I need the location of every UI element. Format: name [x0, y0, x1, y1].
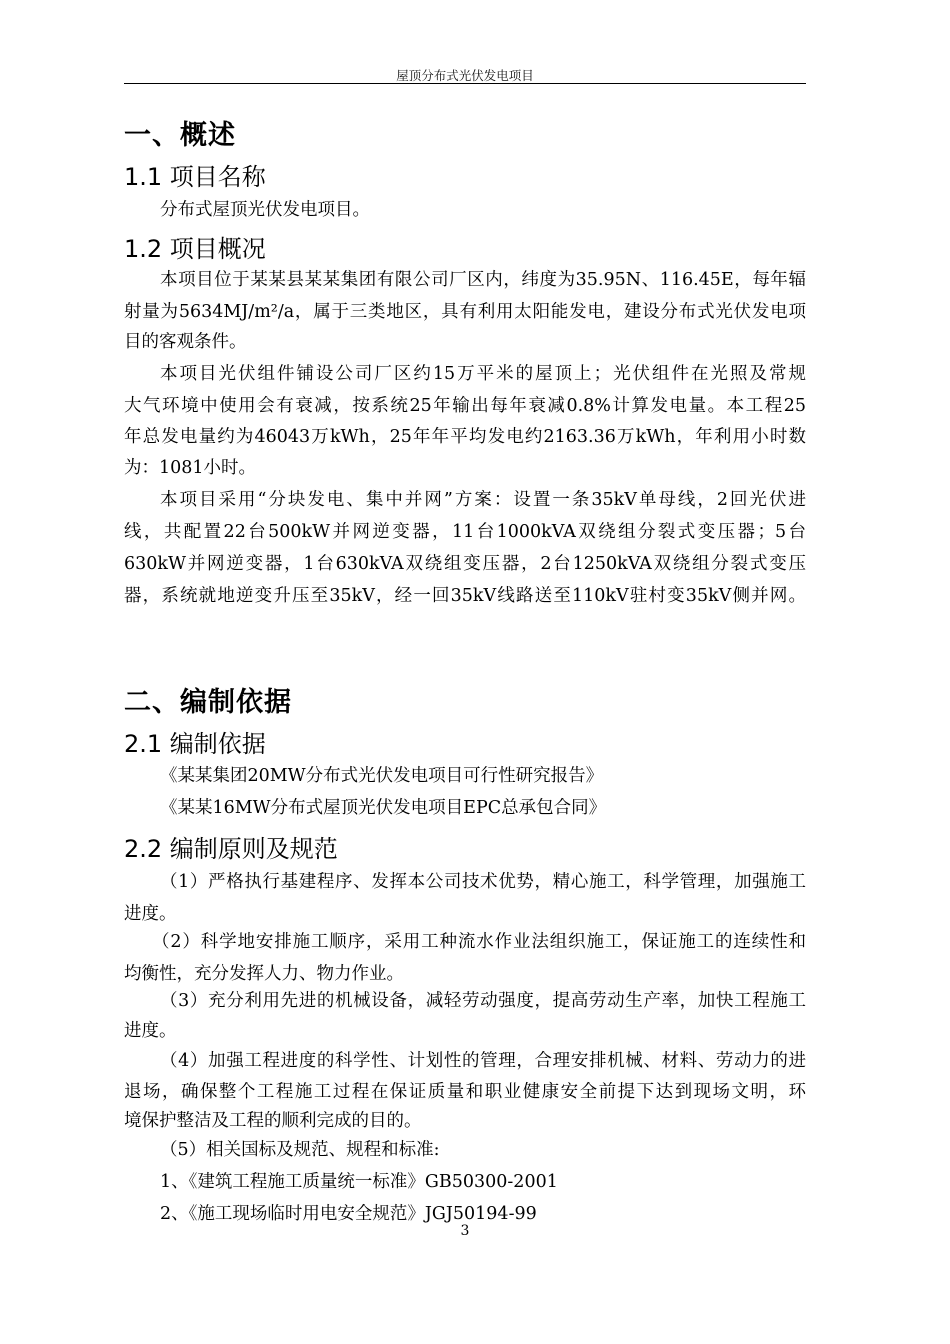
header-rule	[124, 83, 806, 84]
paragraph-line: 境保护整洁及工程的顺利完成的目的。	[124, 1111, 422, 1131]
section-1-title: 一、概述	[124, 120, 236, 151]
paragraph-line: 器，系统就地逆变升压至35kV，经一回35kV线路送至110kV驻村变35kV侧并网。	[124, 586, 806, 606]
paragraph-line: 本项目光伏组件铺设公司厂区约15万平米的屋顶上；光伏组件在光照及常规	[160, 364, 806, 384]
paragraph-line: 线，共配置22台500kW并网逆变器，11台1000kVA双绕组分裂式变压器；5台	[124, 522, 806, 542]
paragraph-line: 本项目采用“分块发电、集中并网”方案：设置一条35kV单母线，2回光伏进	[160, 490, 806, 510]
paragraph-line: 射量为5634MJ/m²/a，属于三类地区，具有利用太阳能发电，建设分布式光伏发电项	[124, 302, 806, 322]
subsection-2-2-title: 2.2 编制原则及规范	[124, 835, 338, 863]
page-number: 3	[460, 1223, 470, 1239]
running-header: 屋顶分布式光伏发电项目	[396, 68, 534, 83]
paragraph-line: 退场，确保整个工程施工过程在保证质量和职业健康安全前提下达到现场文明，环	[124, 1082, 806, 1102]
paragraph-line: （2）科学地安排施工顺序，采用工种流水作业法组织施工，保证施工的连续性和	[152, 932, 806, 952]
standard-item: 1、《建筑工程施工质量统一标准》GB50300-2001	[160, 1172, 558, 1192]
subsection-2-1-title: 2.1 编制依据	[124, 730, 266, 758]
paragraph-line: 进度。	[124, 1021, 177, 1041]
paragraph-line: （3）充分利用先进的机械设备，减轻劳动强度，提高劳动生产率，加快工程施工	[160, 991, 806, 1011]
section-2-title: 二、编制依据	[124, 687, 292, 718]
reference-line: 《某某集团20MW分布式光伏发电项目可行性研究报告》	[160, 766, 604, 786]
paragraph-line: 目的客观条件。	[124, 332, 247, 352]
reference-line: 《某某16MW分布式屋顶光伏发电项目EPC总承包合同》	[160, 798, 607, 818]
paragraph-line: （4）加强工程进度的科学性、计划性的管理，合理安排机械、材料、劳动力的进	[160, 1051, 806, 1071]
paragraph-line: 均衡性，充分发挥人力、物力作业。	[124, 964, 404, 984]
paragraph-line: 本项目位于某某县某某集团有限公司厂区内，纬度为35.95N、116.45E，每年辐	[160, 270, 806, 290]
subsection-1-2-title: 1.2 项目概况	[124, 235, 266, 263]
paragraph-line: 为：1081小时。	[124, 458, 257, 478]
paragraph-line: （1）严格执行基建程序、发挥本公司技术优势，精心施工，科学管理，加强施工	[160, 872, 806, 892]
paragraph-line: 630kW并网逆变器，1台630kVA双绕组变压器，2台1250kVA双绕组分裂式变压	[124, 554, 806, 574]
standard-item: 2、《施工现场临时用电安全规范》JGJ50194-99	[160, 1204, 537, 1224]
paragraph-line: 大气环境中使用会有衰减，按系统25年输出每年衰减0.8%计算发电量。本工程25	[124, 396, 806, 416]
paragraph-line: （5）相关国标及规范、规程和标准:	[160, 1140, 440, 1160]
project-name-text: 分布式屋顶光伏发电项目。	[160, 200, 370, 220]
subsection-1-1-title: 1.1 项目名称	[124, 163, 266, 191]
paragraph-line: 年总发电量约为46043万kWh，25年年平均发电约2163.36万kWh，年利用小时数	[124, 427, 806, 447]
paragraph-line: 进度。	[124, 904, 177, 924]
